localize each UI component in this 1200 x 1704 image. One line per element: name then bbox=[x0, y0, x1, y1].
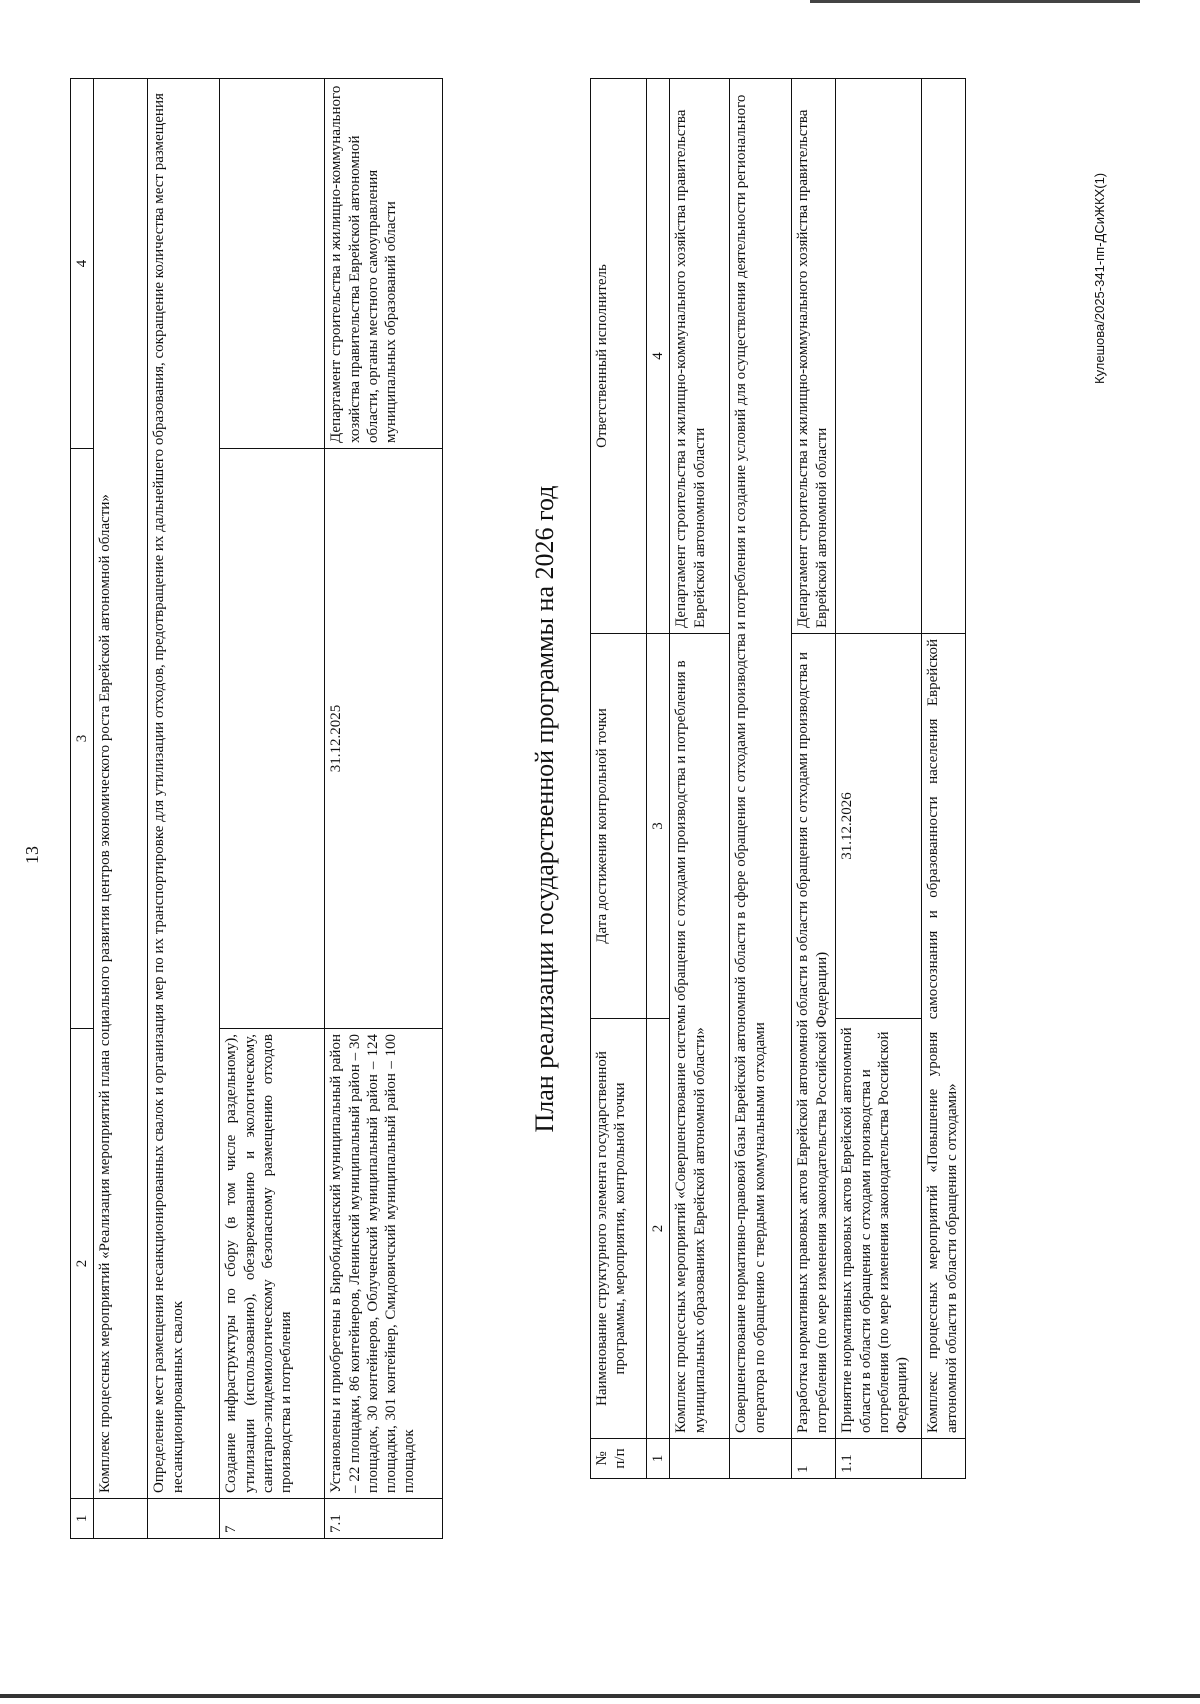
row-number: 1 bbox=[792, 1439, 836, 1479]
continuation-table bbox=[70, 78, 443, 1539]
table-row bbox=[148, 79, 220, 1539]
row-executor bbox=[220, 79, 325, 449]
row-text: Комплекс процессных мероприятий «Реализация мероприятий плана социального развития центров экономического роста Еврейской автономной области» bbox=[94, 79, 148, 1499]
row-number bbox=[670, 1439, 730, 1479]
plan-title-wrap bbox=[530, 79, 560, 1539]
table-header-row bbox=[591, 79, 647, 1479]
page-number: 13 bbox=[22, 846, 42, 864]
row-date: 31.12.2026 bbox=[836, 634, 922, 1019]
row-text: Совершенствование нормативно-правовой базы Еврейской автономной области в сфере обращения с отходами производства и потребления и создание условий для осуществления деятельности регионального оператора по обращению с твердыми коммунальными отходами bbox=[730, 79, 792, 1439]
row-text: Принятие нормативных правовых актов Еврейской автономной области в области обращения с отходами производства и потребления (по мере изменения законодательства Российской Федерации) bbox=[836, 1019, 922, 1439]
col-number: 3 bbox=[647, 634, 670, 1019]
plan-title: План реализации государственной программы на 2026 год bbox=[530, 485, 559, 1133]
row-number: 1.1 bbox=[836, 1439, 922, 1479]
row-executor bbox=[836, 79, 922, 634]
header-executor: Ответственный исполнитель bbox=[591, 79, 647, 634]
table-row bbox=[922, 79, 966, 1479]
footer-document-code: Кулешова/2025-341-пп-ДСиЖКХ(1) bbox=[1092, 172, 1107, 384]
row-text: Определение мест размещения несанкционированных свалок и организация мер по их транспортировке для утилизации отходов, предотвращение их дальнейшего образования, сокращение количества мест размещения несанкционированных свалок bbox=[148, 79, 220, 1499]
col-header: 4 bbox=[71, 79, 94, 449]
row-executor: Департамент строительства и жилищно-коммунального хозяйства правительства Еврейской автономной области bbox=[792, 79, 836, 634]
table-row bbox=[730, 79, 792, 1479]
table-row bbox=[94, 79, 148, 1539]
row-number bbox=[148, 1499, 220, 1539]
row-date bbox=[220, 449, 325, 1029]
table-row bbox=[325, 79, 443, 1539]
row-number: 7 bbox=[220, 1499, 325, 1539]
table-row bbox=[220, 79, 325, 1539]
plan-table bbox=[590, 78, 966, 1479]
row-number: 7.1 bbox=[325, 1499, 443, 1539]
row-text: Создание инфраструктуры по сбору (в том числе раздельному), утилизации (использованию), обезвреживанию и экологическому, санитарно-эпидемиологическому безопасному размещению отходов производства и потребления bbox=[220, 1029, 325, 1499]
row-text: Установлены и приобретены в Биробиджанский муниципальный район – 22 площадки, 86 контейнеров, Ленинский муниципальный район – 30 площадок, 30 контейнеров, Облученский муниципальный район – 124 площадки, 301 контейнер, Смидовичский муниципальный район – 100 площадок bbox=[325, 1029, 443, 1499]
row-date: 31.12.2025 bbox=[325, 449, 443, 1029]
row-executor: Департамент строительства и жилищно-коммунального хозяйства правительства Еврейской автономной области, органы местного самоуправления муниципальных образований области bbox=[325, 79, 443, 449]
header-date: Дата достижения контрольной точки bbox=[591, 634, 647, 1019]
row-text: Комплекс процессных мероприятий «Повышение уровня самосознания и образованности населения Еврейской автономной области в области обращения с отходами» bbox=[922, 634, 966, 1439]
row-executor: Департамент строительства и жилищно-коммунального хозяйства правительства Еврейской автономной области bbox=[670, 79, 730, 634]
col-header: 3 bbox=[71, 449, 94, 1029]
table-row bbox=[792, 79, 836, 1479]
col-header: 2 bbox=[71, 1029, 94, 1499]
table-row bbox=[836, 79, 922, 1479]
header-number: № п/п bbox=[591, 1439, 647, 1479]
row-number bbox=[94, 1499, 148, 1539]
row-text: Разработка нормативных правовых актов Еврейской автономной области в области обращения с отходами производства и потребления (по мере изменения законодательства Российской Федерации) bbox=[792, 634, 836, 1439]
col-number: 2 bbox=[647, 1019, 670, 1439]
col-header: 1 bbox=[71, 1499, 94, 1539]
table-row bbox=[670, 79, 730, 1479]
header-name: Наименование структурного элемента государственной программы, мероприятия, контрольной точки bbox=[591, 1019, 647, 1439]
row-number bbox=[730, 1439, 792, 1479]
row-number bbox=[922, 1439, 966, 1479]
col-number: 4 bbox=[647, 79, 670, 634]
row-executor bbox=[922, 79, 966, 634]
column-number-row bbox=[647, 79, 670, 1479]
table-header-row bbox=[71, 79, 94, 1539]
row-text: Комплекс процессных мероприятий «Совершенствование системы обращения с отходами производства и потребления в муниципальных образованиях Еврейской автономной области» bbox=[670, 634, 730, 1439]
col-number: 1 bbox=[647, 1439, 670, 1479]
